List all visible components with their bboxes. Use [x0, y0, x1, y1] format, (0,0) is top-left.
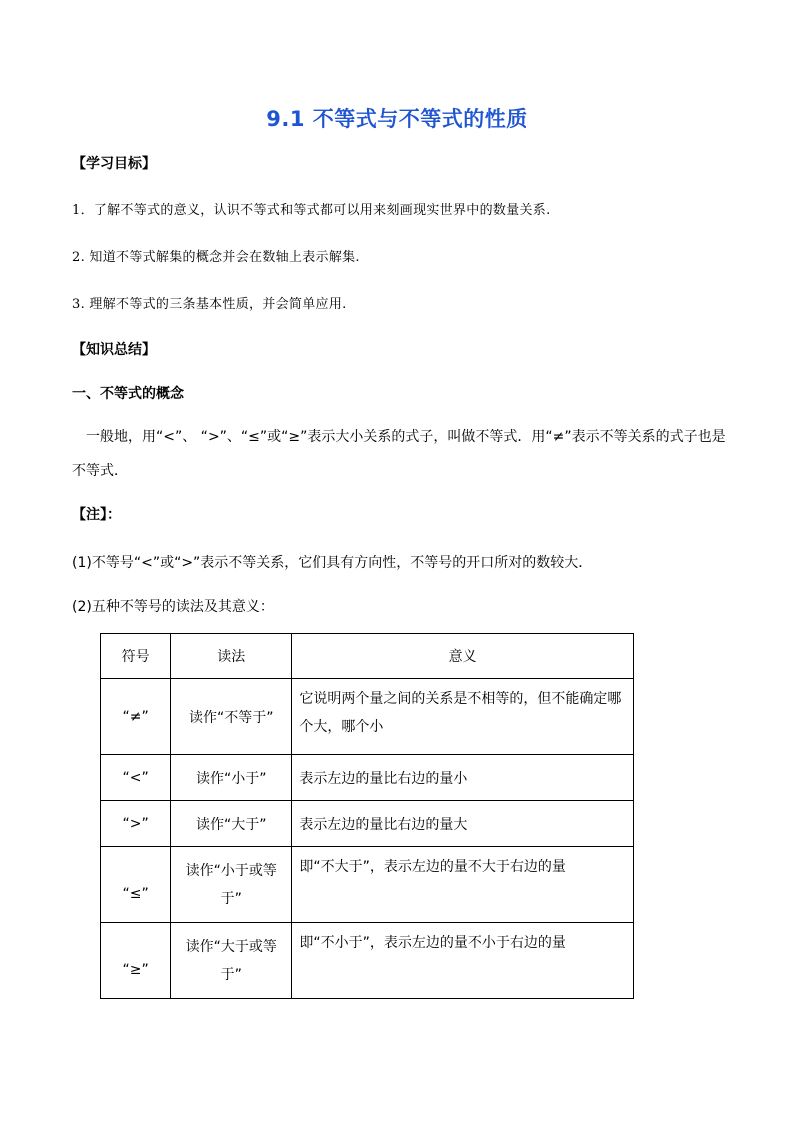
meaning-cell: 表示左边的量比右边的量大	[292, 801, 634, 847]
meaning-cell: 表示左边的量比右边的量小	[292, 755, 634, 801]
table-header-symbol: 符号	[101, 634, 171, 679]
note-item-1: (1)不等号“<”或“>”表示不等关系，它们具有方向性，不等号的开口所对的数较大．	[72, 555, 593, 571]
inequality-symbols-table	[100, 633, 634, 999]
goal-item-3: 3. 理解不等式的三条基本性质，并会简单应用.	[72, 297, 347, 312]
note-item-2: (2)五种不等号的读法及其意义：	[72, 599, 274, 615]
table-header-reading: 读法	[171, 634, 292, 679]
table-header-meaning: 意义	[292, 634, 634, 679]
symbol-cell: “≥”	[101, 923, 171, 999]
table-row	[101, 923, 634, 999]
reading-cell: 读作“不等于”	[171, 679, 292, 755]
goals-heading: 【学习目标】	[72, 156, 156, 172]
reading-cell: 读作“大于”	[171, 801, 292, 847]
reading-cell: 读作“小于”	[171, 755, 292, 801]
symbol-cell: “≠”	[101, 679, 171, 755]
reading-text: 读作“大于或等于”	[185, 938, 277, 983]
table-header-row	[101, 634, 634, 679]
table-row	[101, 679, 634, 755]
summary-heading: 【知识总结】	[72, 342, 156, 358]
reading-cell	[171, 847, 292, 923]
symbol-cell: “<”	[101, 755, 171, 801]
note-heading: 【注】：	[72, 507, 121, 523]
meaning-cell: 即“不小于”，表示左边的量不小于右边的量	[292, 923, 634, 999]
goal-item-2: 2. 知道不等式解集的概念并会在数轴上表示解集.	[72, 250, 360, 265]
symbol-cell: “≤”	[101, 847, 171, 923]
meaning-cell: 它说明两个量之间的关系是不相等的，但不能确定哪个大，哪个小	[292, 679, 634, 755]
reading-text: 读作“小于或等于”	[185, 862, 277, 907]
section-heading: 一、不等式的概念	[72, 386, 184, 402]
symbol-cell: “>”	[101, 801, 171, 847]
table-row	[101, 801, 634, 847]
reading-cell	[171, 923, 292, 999]
goal-item-1: 1．了解不等式的意义，认识不等式和等式都可以用来刻画现实世界中的数量关系.	[72, 203, 551, 218]
page-title: 9.1 不等式与不等式的性质	[266, 107, 528, 131]
concept-paragraph: 一般地，用“<”、 “>”、“≤”或“≥”表示大小关系的式子，叫做不等式．用“≠”表示不等关系的式子也是不等式．	[72, 429, 726, 479]
meaning-cell: 即“不大于”，表示左边的量不大于右边的量	[292, 847, 634, 923]
table-row	[101, 755, 634, 801]
table-row	[101, 847, 634, 923]
